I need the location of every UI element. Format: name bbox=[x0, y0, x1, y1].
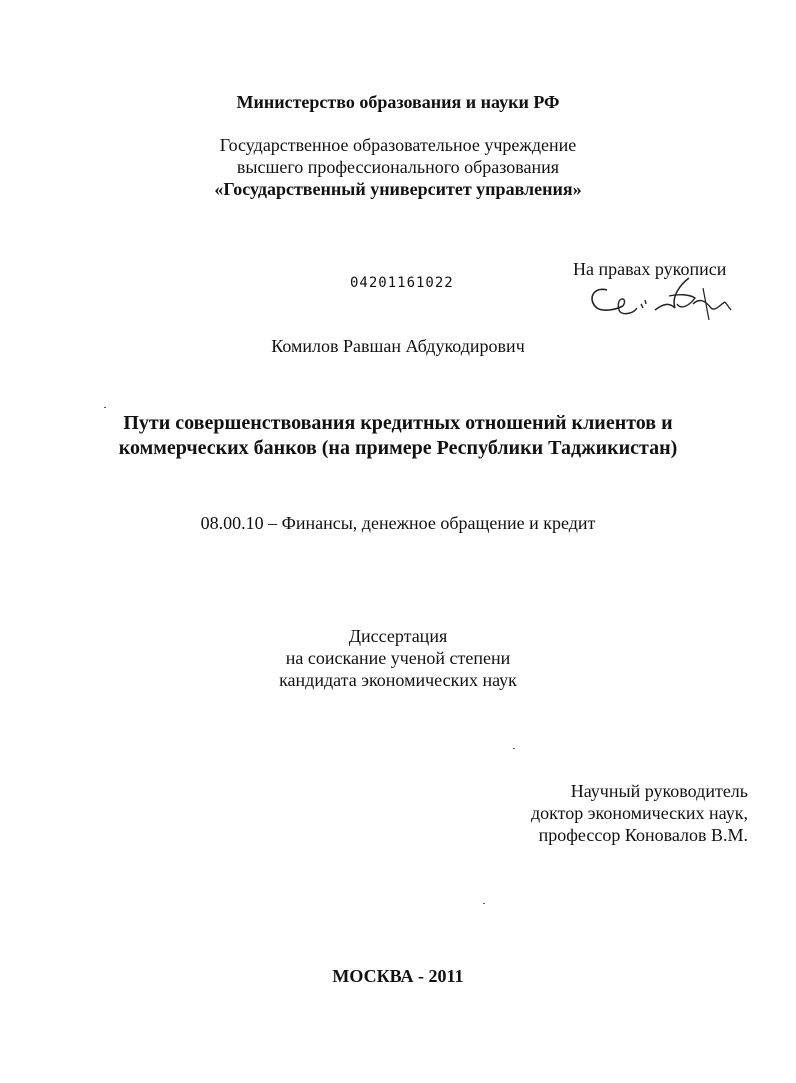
dissertation-line-2: на соискание ученой степени bbox=[285, 648, 511, 668]
supervisor-line-1: Научный руководитель bbox=[570, 781, 748, 801]
scan-speck bbox=[513, 748, 515, 749]
ministry-heading: Министерство образования и науки РФ bbox=[236, 92, 560, 112]
title-line-2: коммерческих банков (на примере Республики Таджикистан) bbox=[118, 437, 678, 459]
registration-number: 04201161022 bbox=[350, 275, 454, 291]
city-year: МОСКВА - 2011 bbox=[332, 966, 464, 986]
dissertation-line-1: Диссертация bbox=[348, 626, 448, 646]
university-name: «Государственный университет управления» bbox=[214, 179, 582, 199]
rights-note: На правах рукописи bbox=[573, 259, 727, 279]
institution-line-2: высшего профессионального образования bbox=[236, 157, 560, 177]
specialty-code: 08.00.10 – Финансы, денежное обращение и кредит bbox=[200, 513, 596, 533]
institution-line-1: Государственное образовательное учреждение bbox=[219, 135, 577, 155]
dissertation-line-3: кандидата экономических наук bbox=[279, 670, 517, 690]
supervisor-line-2: доктор экономических наук, bbox=[531, 803, 748, 823]
scan-speck bbox=[483, 903, 485, 904]
supervisor-line-3: профессор Коновалов В.М. bbox=[538, 825, 748, 845]
handwritten-signature bbox=[585, 274, 740, 334]
author-name: Комилов Равшан Абдукодирович bbox=[271, 336, 525, 356]
scan-speck bbox=[104, 407, 106, 408]
title-line-1: Пути совершенствования кредитных отношений клиентов и bbox=[123, 412, 673, 434]
